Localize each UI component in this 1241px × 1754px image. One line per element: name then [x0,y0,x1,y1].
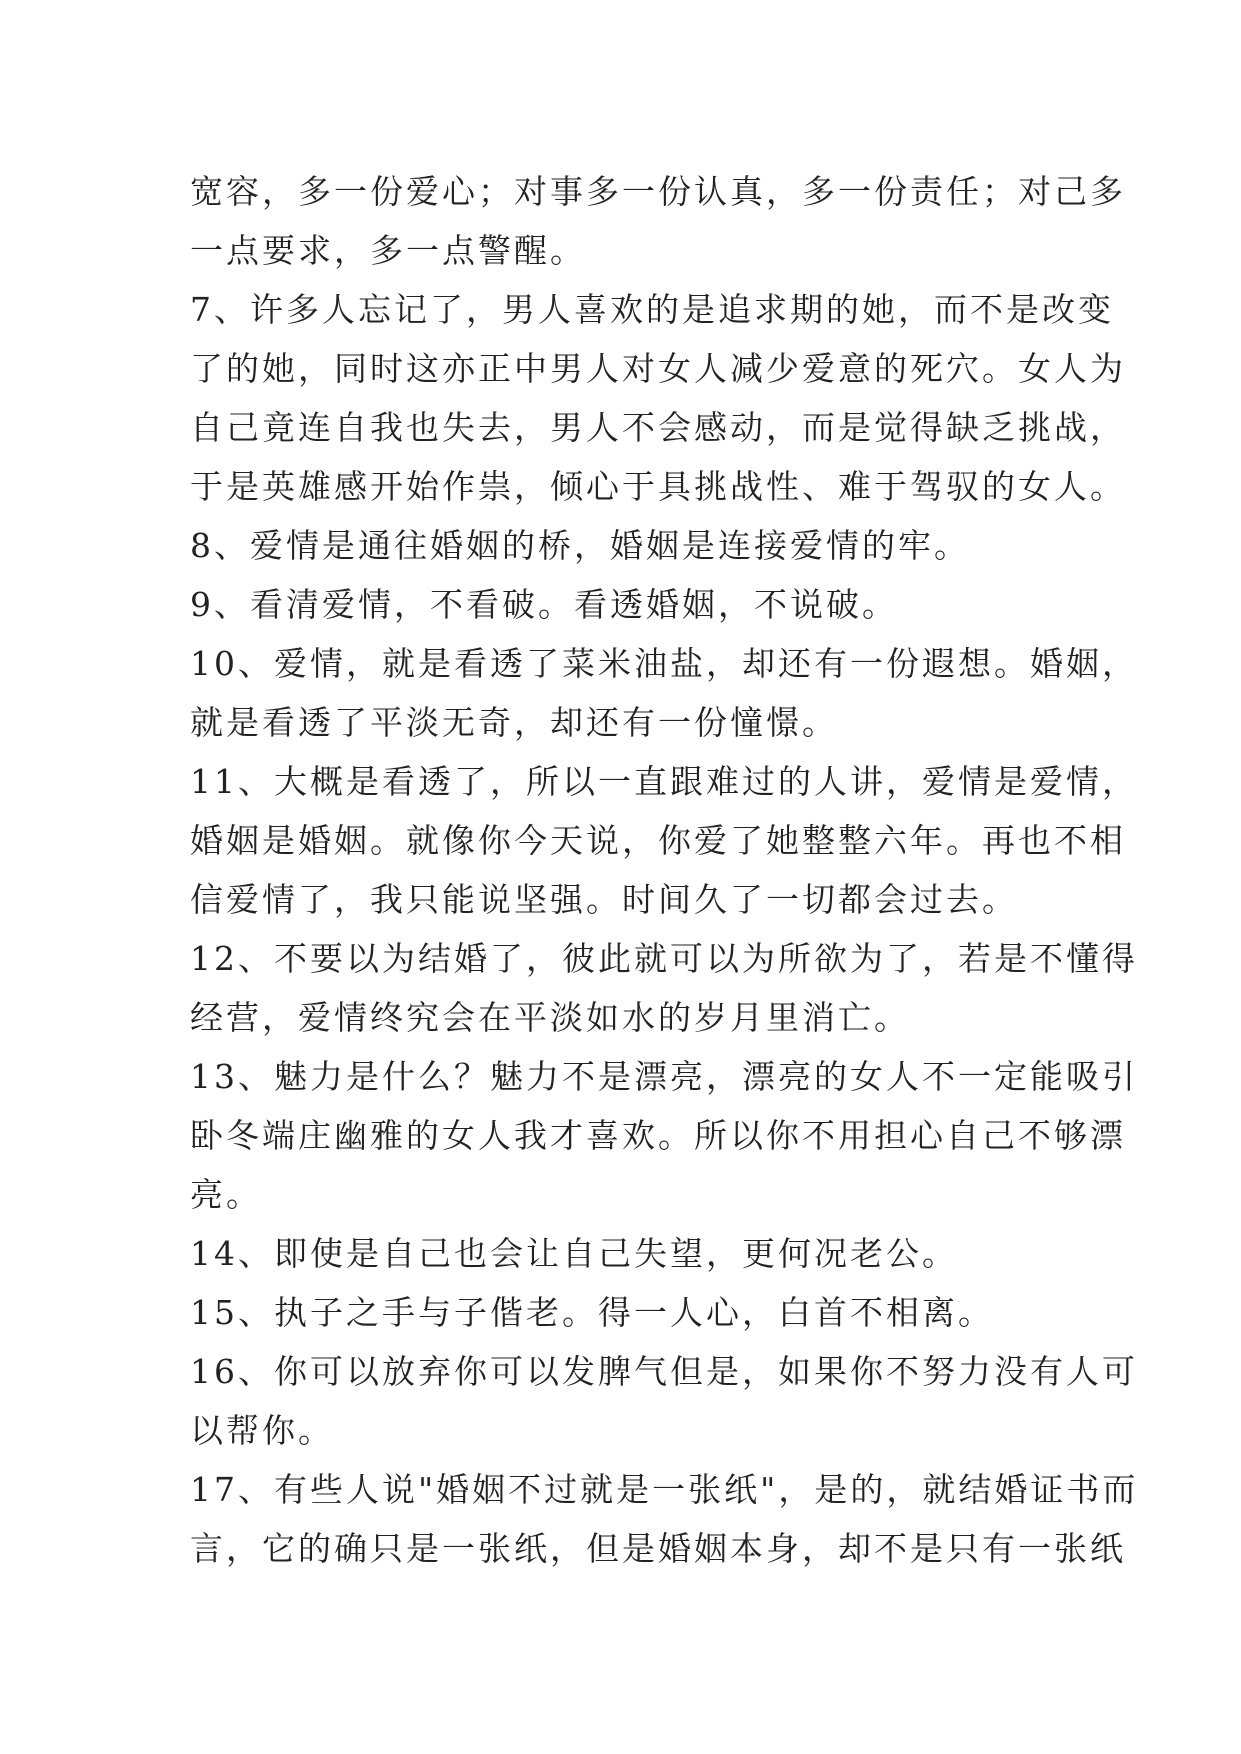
text-line: 自己竟连自我也失去，男人不会感动，而是觉得缺乏挑战， [190,408,1126,447]
text-line: 7、许多人忘记了，男人喜欢的是追求期的她，而不是改变 [190,290,1114,329]
text-line: 言，它的确只是一张纸，但是婚姻本身，却不是只有一张纸 [190,1529,1126,1568]
text-line: 16、你可以放弃你可以发脾气但是，如果你不努力没有人可 [190,1352,1138,1391]
text-line: 10、爱情，就是看透了菜米油盐，却还有一份遐想。婚姻， [190,644,1138,683]
text-line: 了的她，同时这亦正中男人对女人减少爱意的死穴。女人为 [190,349,1126,388]
text-line: 11、大概是看透了，所以一直跟难过的人讲，爱情是爱情， [190,762,1138,801]
text-line: 经营，爱情终究会在平淡如水的岁月里消亡。 [190,998,910,1037]
text-line: 9、看清爱情，不看破。看透婚姻，不说破。 [190,585,898,624]
text-line: 以帮你。 [190,1411,334,1450]
text-line: 17、有些人说"婚姻不过就是一张纸"，是的，就结婚证书而 [190,1470,1139,1509]
body-text [190,162,1139,1578]
text-line: 13、魅力是什么？魅力不是漂亮，漂亮的女人不一定能吸引 [190,1057,1138,1096]
text-line: 婚姻是婚姻。就像你今天说，你爱了她整整六年。再也不相 [190,821,1126,860]
text-line: 12、不要以为结婚了，彼此就可以为所欲为了，若是不懂得 [190,939,1138,978]
text-line: 宽容，多一份爱心；对事多一份认真，多一份责任；对己多 [190,172,1126,211]
text-line: 14、即使是自己也会让自己失望，更何况老公。 [190,1234,958,1273]
text-line: 于是英雄感开始作祟，倾心于具挑战性、难于驾驭的女人。 [190,467,1126,506]
text-line: 就是看透了平淡无奇，却还有一份憧憬。 [190,703,838,742]
text-line: 8、爱情是通往婚姻的桥，婚姻是连接爱情的牢。 [190,526,970,565]
text-line: 卧冬端庄幽雅的女人我才喜欢。所以你不用担心自己不够漂 [190,1116,1126,1155]
text-line: 信爱情了，我只能说坚强。时间久了一切都会过去。 [190,880,1018,919]
text-line: 15、执子之手与子偕老。得一人心，白首不相离。 [190,1293,994,1332]
text-line: 一点要求，多一点警醒。 [190,231,586,270]
text-line: 亮。 [190,1175,262,1214]
